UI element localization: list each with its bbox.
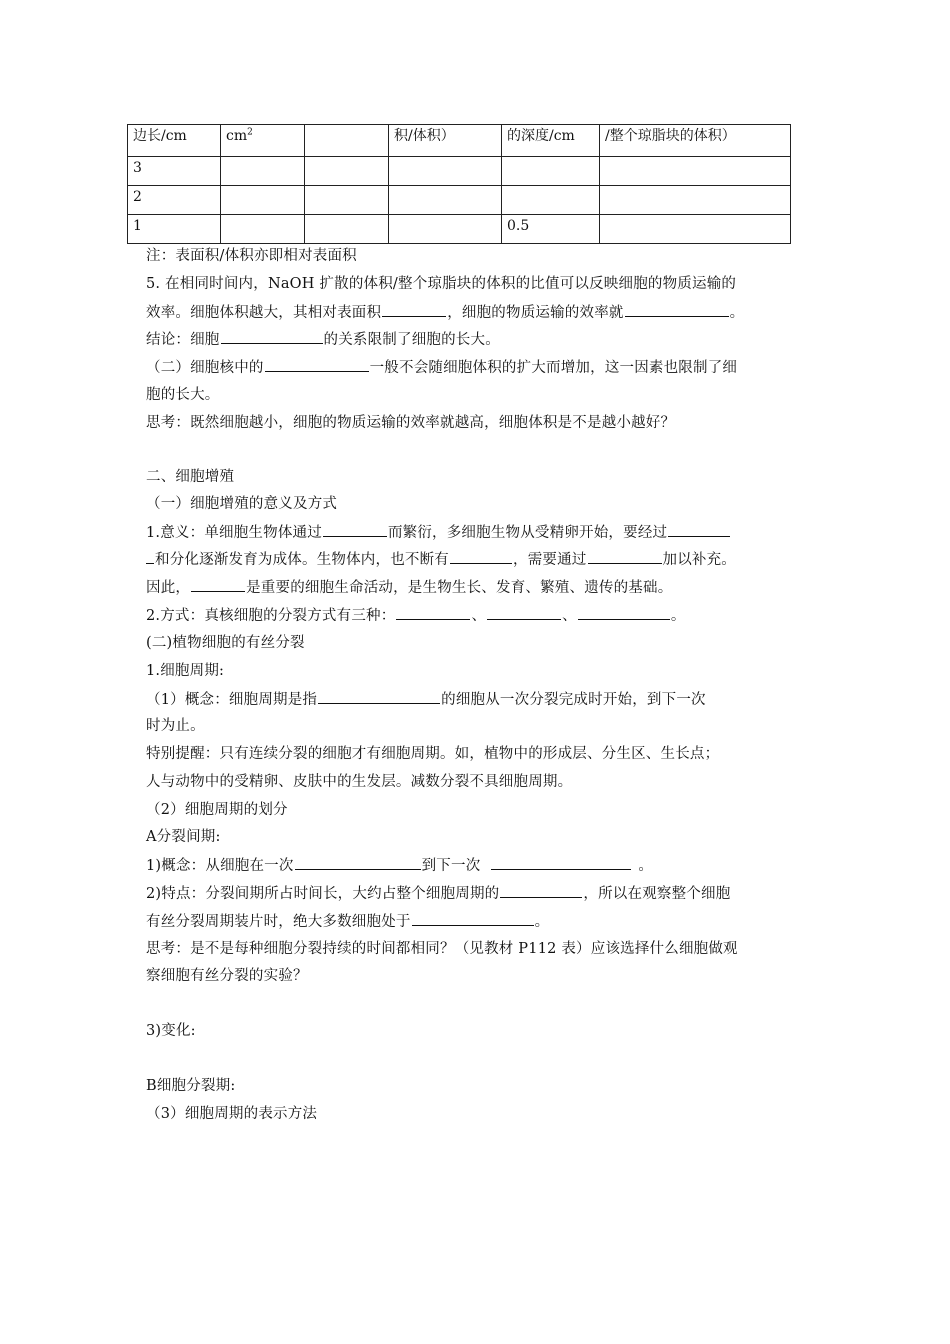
fill-blank[interactable]: [588, 549, 662, 564]
concept-line-2: 时为止。: [146, 718, 205, 734]
text-run: 是重要的细胞生命活动，是生物生长、发育、繁殖、遗传的基础。: [246, 580, 673, 596]
text-run: 。: [670, 608, 686, 624]
table-cell: 的深度/cm: [502, 125, 600, 157]
table-cell: 2: [128, 186, 221, 215]
table-cell: [389, 186, 502, 215]
table-cell: [221, 125, 305, 157]
text-run: 。: [729, 305, 745, 321]
interphase-feature-1: [146, 883, 730, 904]
table-cell: 1: [128, 215, 221, 244]
table-cell: [305, 215, 389, 244]
change-heading: 3)变化:: [146, 1023, 196, 1039]
text-run: 的关系限制了细胞的长大。: [323, 332, 500, 348]
table-cell: [305, 157, 389, 186]
fill-blank[interactable]: [578, 605, 670, 620]
subsection-heading: (二)植物细胞的有丝分裂: [146, 635, 305, 651]
text-run: 因此，: [146, 580, 191, 596]
mitotic-phase-heading: B细胞分裂期:: [146, 1078, 236, 1094]
table-cell: [221, 157, 305, 186]
text-run: 效率。细胞体积越大，其相对表面积: [146, 305, 382, 321]
table-cell: 3: [128, 157, 221, 186]
text-run: 、: [471, 608, 487, 624]
meaning-line-1: [146, 522, 731, 543]
table-header-row: [128, 125, 791, 157]
table-cell: [600, 186, 791, 215]
table-cell: /整个琼脂块的体积）: [600, 125, 791, 157]
table-row: [128, 157, 791, 186]
fill-blank[interactable]: [146, 549, 154, 564]
unit-text: cm: [226, 128, 248, 144]
fill-blank[interactable]: [221, 329, 323, 344]
mode-line: [146, 605, 686, 626]
text-run: 而繁衍，多细胞生物从受精卵开始，要经过: [387, 525, 668, 541]
text-run: 2.方式：真核细胞的分裂方式有三种：: [146, 608, 396, 624]
fill-blank[interactable]: [295, 855, 421, 870]
fill-blank[interactable]: [491, 855, 631, 870]
text-run: 1)概念：从细胞在一次: [146, 858, 294, 874]
superscript: 2: [247, 127, 253, 138]
table-cell: [600, 157, 791, 186]
table-note: 注：表面积/体积亦即相对表面积: [146, 248, 357, 264]
fill-blank[interactable]: [323, 522, 387, 537]
table-cell: [305, 186, 389, 215]
representation-heading: （3）细胞周期的表示方法: [146, 1106, 318, 1122]
table-cell: [502, 157, 600, 186]
think-question-2-line-1: 思考：是不是每种细胞分裂持续的时间都相同？（见教材 P112 表）应该选择什么细胞做观: [146, 941, 738, 957]
table-cell: [600, 215, 791, 244]
text-run: ，需要通过: [513, 552, 587, 568]
table-row: [128, 186, 791, 215]
think-question-1: 思考：既然细胞越小，细胞的物质运输的效率就越高，细胞体积是不是越小越好？: [146, 415, 676, 431]
text-run: 。: [534, 914, 550, 930]
table-cell: 积/体积）: [389, 125, 502, 157]
table-cell: [389, 215, 502, 244]
interphase-feature-2: [146, 911, 549, 932]
table-cell: [221, 186, 305, 215]
table-cell: [305, 125, 389, 157]
subsection-heading: （一）细胞增殖的意义及方式: [146, 496, 338, 512]
fill-blank[interactable]: [487, 605, 561, 620]
division-heading: （2）细胞周期的划分: [146, 802, 288, 818]
text-run: 2)特点：分裂间期所占时间长，大约占整个细胞周期的: [146, 886, 500, 902]
section-heading: 二、细胞增殖: [146, 469, 235, 485]
concept-line-1: [146, 689, 706, 710]
table-cell: 0.5: [502, 215, 600, 244]
meaning-line-2: [146, 549, 736, 570]
text-run: （1）概念：细胞周期是指: [146, 692, 318, 708]
text-run: 一般不会随细胞体积的扩大而增加，这一因素也限制了细: [369, 360, 738, 376]
reminder-line-1: 特别提醒：只有连续分裂的细胞才有细胞周期。如，植物中的形成层、分生区、生长点；: [146, 746, 720, 762]
table-cell: [221, 215, 305, 244]
table-row: [128, 215, 791, 244]
text-run: 和分化逐渐发育为成体。生物体内，也不断有: [155, 552, 449, 568]
text-run: 、: [562, 608, 577, 624]
fill-blank[interactable]: [450, 549, 512, 564]
text-run: 加以补充。: [662, 552, 736, 568]
text-run: 。: [638, 858, 654, 874]
table-cell: 边长/cm: [128, 125, 221, 157]
meaning-line-3: [146, 577, 672, 598]
fill-blank[interactable]: [191, 577, 245, 592]
interphase-heading: A分裂间期:: [146, 829, 221, 845]
paragraph-5-line-2: [146, 302, 744, 323]
nucleus-line-2: 胞的长大。: [146, 387, 220, 403]
cell-cycle-heading: 1.细胞周期:: [146, 663, 225, 679]
think-question-2-line-2: 察细胞有丝分裂的实验？: [146, 968, 308, 984]
experiment-table: [127, 124, 791, 244]
fill-blank[interactable]: [382, 302, 446, 317]
table-cell: [389, 157, 502, 186]
interphase-concept: [146, 855, 653, 876]
nucleus-line-1: [146, 357, 737, 378]
fill-blank[interactable]: [412, 911, 534, 926]
conclusion-line: [146, 329, 500, 350]
text-run: 有丝分裂周期装片时，绝大多数细胞处于: [146, 914, 411, 930]
text-run: 1.意义：单细胞生物体通过: [146, 525, 322, 541]
text-run: 到下一次: [421, 858, 481, 874]
text-run: ，细胞的物质运输的效率就: [447, 305, 624, 321]
fill-blank[interactable]: [500, 883, 582, 898]
fill-blank[interactable]: [625, 302, 729, 317]
fill-blank[interactable]: [668, 522, 730, 537]
fill-blank[interactable]: [318, 689, 440, 704]
paragraph-5-line-1: 5. 在相同时间内，NaOH 扩散的体积/整个琼脂块的体积的比值可以反映细胞的物质运输的: [146, 276, 737, 292]
reminder-line-2: 人与动物中的受精卵、皮肤中的生发层。减数分裂不具细胞周期。: [146, 774, 573, 790]
text-run: 结论：细胞: [146, 332, 220, 348]
text-run: ，所以在观察整个细胞: [583, 886, 731, 902]
fill-blank[interactable]: [396, 605, 470, 620]
table-cell: [502, 186, 600, 215]
text-run: （二）细胞核中的: [146, 360, 264, 376]
fill-blank[interactable]: [265, 357, 369, 372]
text-run: 的细胞从一次分裂完成时开始，到下一次: [441, 692, 706, 708]
